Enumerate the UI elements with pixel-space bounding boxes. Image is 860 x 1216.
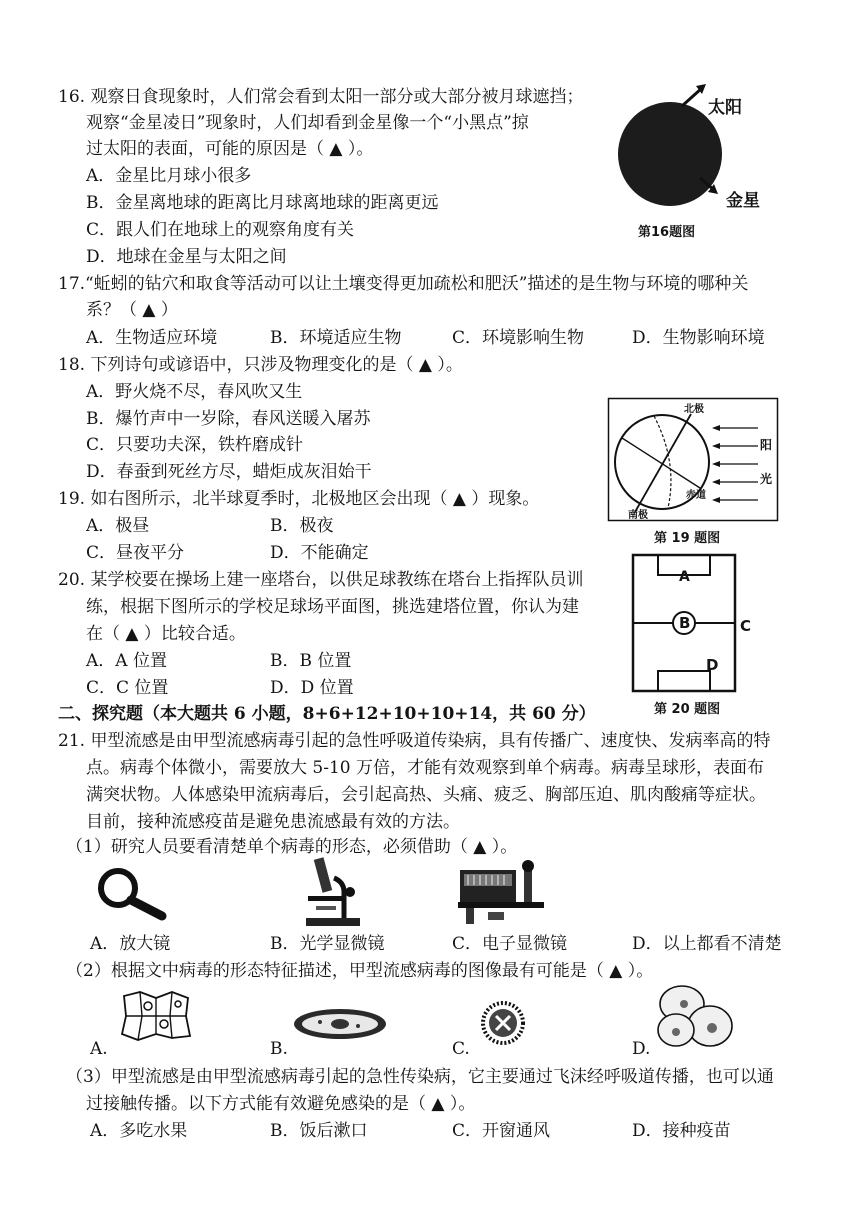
- north-pole-label: 北极: [684, 404, 704, 415]
- q21-passage-line4: 目前，接种流感疫苗是避免患流感最有效的方法。: [86, 812, 460, 832]
- q21-sub2-stem: （2）根据文中病毒的形态特征描述，甲型流感病毒的图像最有可能是（ ▲ ）。: [66, 961, 654, 981]
- bottom-goal-box: [658, 671, 710, 691]
- equator-line: [622, 438, 700, 488]
- q21-sub3-stem-line1: （3）甲型流感是由甲型流感病毒引起的急性传染病，它主要通过飞沫经呼吸道传播，也可以通: [66, 1067, 774, 1087]
- q18-stem: 18. 下列诗句或谚语中，只涉及物理变化的是（ ▲ ）。: [58, 355, 463, 375]
- sun-arrow: [682, 88, 702, 106]
- equator-label: 赤道: [686, 490, 706, 501]
- plant-cells-image: [120, 990, 192, 1042]
- q21-sub1-option-a: A．放大镜: [90, 934, 171, 954]
- sunlight-arrows: [712, 425, 758, 503]
- q19-option-d: D．不能确定: [270, 543, 369, 563]
- position-c-label: C: [740, 617, 752, 635]
- q16-stem-line1: 16. 观察日食现象时，人们常会看到太阳一部分或大部分被月球遮挡；: [58, 87, 584, 107]
- south-pole-label: 南极: [628, 510, 648, 521]
- figure-frame: [609, 399, 778, 521]
- q20-option-b: B．B 位置: [270, 651, 352, 671]
- q18-option-d: D．春蚕到死丝方尽，蜡炬成灰泪始干: [86, 462, 372, 482]
- q19-option-b: B．极夜: [270, 516, 334, 536]
- q16-stem-line2: 观察“金星凌日”现象时，人们却看到金星像一个“小黑点”掠: [86, 113, 529, 133]
- q16-option-c: C．跟人们在地球上的观察角度有关: [86, 220, 355, 240]
- q21-passage-line3: 满突状物。人体感染甲流病毒后，会引起高热、头痛、疲乏、胸部压迫、肌肉酸痛等症状。: [86, 785, 766, 805]
- section2-heading: 二、探究题（本大题共 6 小题，8+6+12+10+10+14，共 60 分）: [58, 704, 596, 724]
- q18-option-a: A．野火烧不尽，春风吹又生: [86, 382, 303, 402]
- q20-stem-line2: 练，根据下图所示的学校足球场平面图，挑选建塔位置，你认为建: [86, 597, 579, 617]
- q17-stem-line1: 17.“蚯蚓的钻穴和取食等活动可以让土壤变得更加疏松和肥沃”描述的是生物与环境的哪种关: [58, 274, 749, 294]
- light-microscope-icon: [304, 856, 364, 928]
- q21-sub1-stem: （1）研究人员要看清楚单个病毒的形态，必须借助（ ▲ ）。: [66, 837, 518, 857]
- cells-cluster-image: [652, 984, 736, 1050]
- q19-stem: 19. 如右图所示，北半球夏季时，北极地区会出现（ ▲ ）现象。: [58, 489, 540, 509]
- q16-option-a: A．金星比月球小很多: [86, 166, 252, 186]
- q16-option-b: B．金星离地球的距离比月球离地球的距离更远: [86, 193, 439, 213]
- q20-option-c: C．C 位置: [86, 678, 169, 698]
- terminator-line: [654, 416, 671, 508]
- position-d-label: D: [706, 656, 719, 674]
- q17-option-d: D．生物影响环境: [632, 328, 765, 348]
- q21-passage-line1: 21. 甲型流感是由甲型流感病毒引起的急性呼吸道传染病，具有传播广、速度快、发病率高的特: [58, 731, 771, 751]
- q18-option-b: B．爆竹声中一岁除，春风送暖入屠苏: [86, 409, 371, 429]
- electron-microscope-icon: [458, 860, 546, 926]
- q20-option-d: D．D 位置: [270, 678, 354, 698]
- paramecium-image: [292, 1004, 388, 1044]
- q20-option-a: A．A 位置: [86, 651, 167, 671]
- position-a-label: A: [679, 569, 690, 585]
- q21-sub2-option-a: A.: [90, 1039, 108, 1059]
- q21-sub3-option-b: B．饭后漱口: [270, 1121, 368, 1141]
- q21-sub1-option-d: D．以上都看不清楚: [632, 934, 782, 954]
- q21-sub1-option-c: C．电子显微镜: [452, 934, 568, 954]
- q17-option-a: A．生物适应环境: [86, 328, 218, 348]
- q21-passage-line2: 点。病毒个体微小，需要放大 5-10 万倍，才能有效观察到单个病毒。病毒呈球形，表面布: [86, 758, 764, 778]
- q20-figure-caption: 第 20 题图: [654, 702, 721, 717]
- q21-sub3-stem-line2: 过接触传播。以下方式能有效避免感染的是（ ▲ ）。: [86, 1094, 476, 1114]
- sunlight-label-1: 阳: [760, 438, 773, 452]
- q16-figure-caption: 第16题图: [638, 225, 696, 240]
- earth-axis: [635, 414, 691, 512]
- q17-stem-line2: 系？（ ▲ ）: [86, 300, 178, 320]
- q21-sub3-option-a: A．多吃水果: [90, 1121, 188, 1141]
- sun-label: 太阳: [708, 98, 742, 118]
- q21-sub3-option-d: D．接种疫苗: [632, 1121, 731, 1141]
- sunlight-label-2: 光: [760, 472, 773, 486]
- q16-stem-line3: 过太阳的表面，可能的原因是（ ▲ ）。: [86, 139, 374, 159]
- virus-image: [480, 1000, 526, 1046]
- q21-sub1-option-b: B．光学显微镜: [270, 934, 385, 954]
- q21-sub2-option-c: C.: [452, 1039, 470, 1059]
- q19-figure-caption: 第 19 题图: [654, 531, 721, 546]
- q20-stem-line3: 在（ ▲ ）比较合适。: [86, 624, 246, 644]
- q19-option-a: A．极昼: [86, 516, 150, 536]
- venus-label: 金星: [726, 191, 760, 211]
- q21-sub3-option-c: C．开窗通风: [452, 1121, 551, 1141]
- q17-option-c: C．环境影响生物: [452, 328, 585, 348]
- sun-venus-figure: [610, 90, 790, 220]
- position-b-label: B: [679, 614, 691, 632]
- q17-option-b: B．环境适应生物: [270, 328, 402, 348]
- q21-sub2-option-d: D.: [632, 1039, 651, 1059]
- q18-option-c: C．只要功夫深，铁杵磨成针: [86, 435, 304, 455]
- q16-option-d: D．地球在金星与太阳之间: [86, 247, 287, 267]
- sun-disk: [618, 102, 722, 206]
- magnifier-icon: [96, 866, 174, 922]
- earth-sunlight-figure: [608, 398, 778, 522]
- q21-sub2-option-b: B.: [270, 1039, 288, 1059]
- q20-stem-line1: 20. 某学校要在操场上建一座塔台，以供足球教练在塔台上指挥队员训: [58, 570, 584, 590]
- q19-option-c: C．昼夜平分: [86, 543, 185, 563]
